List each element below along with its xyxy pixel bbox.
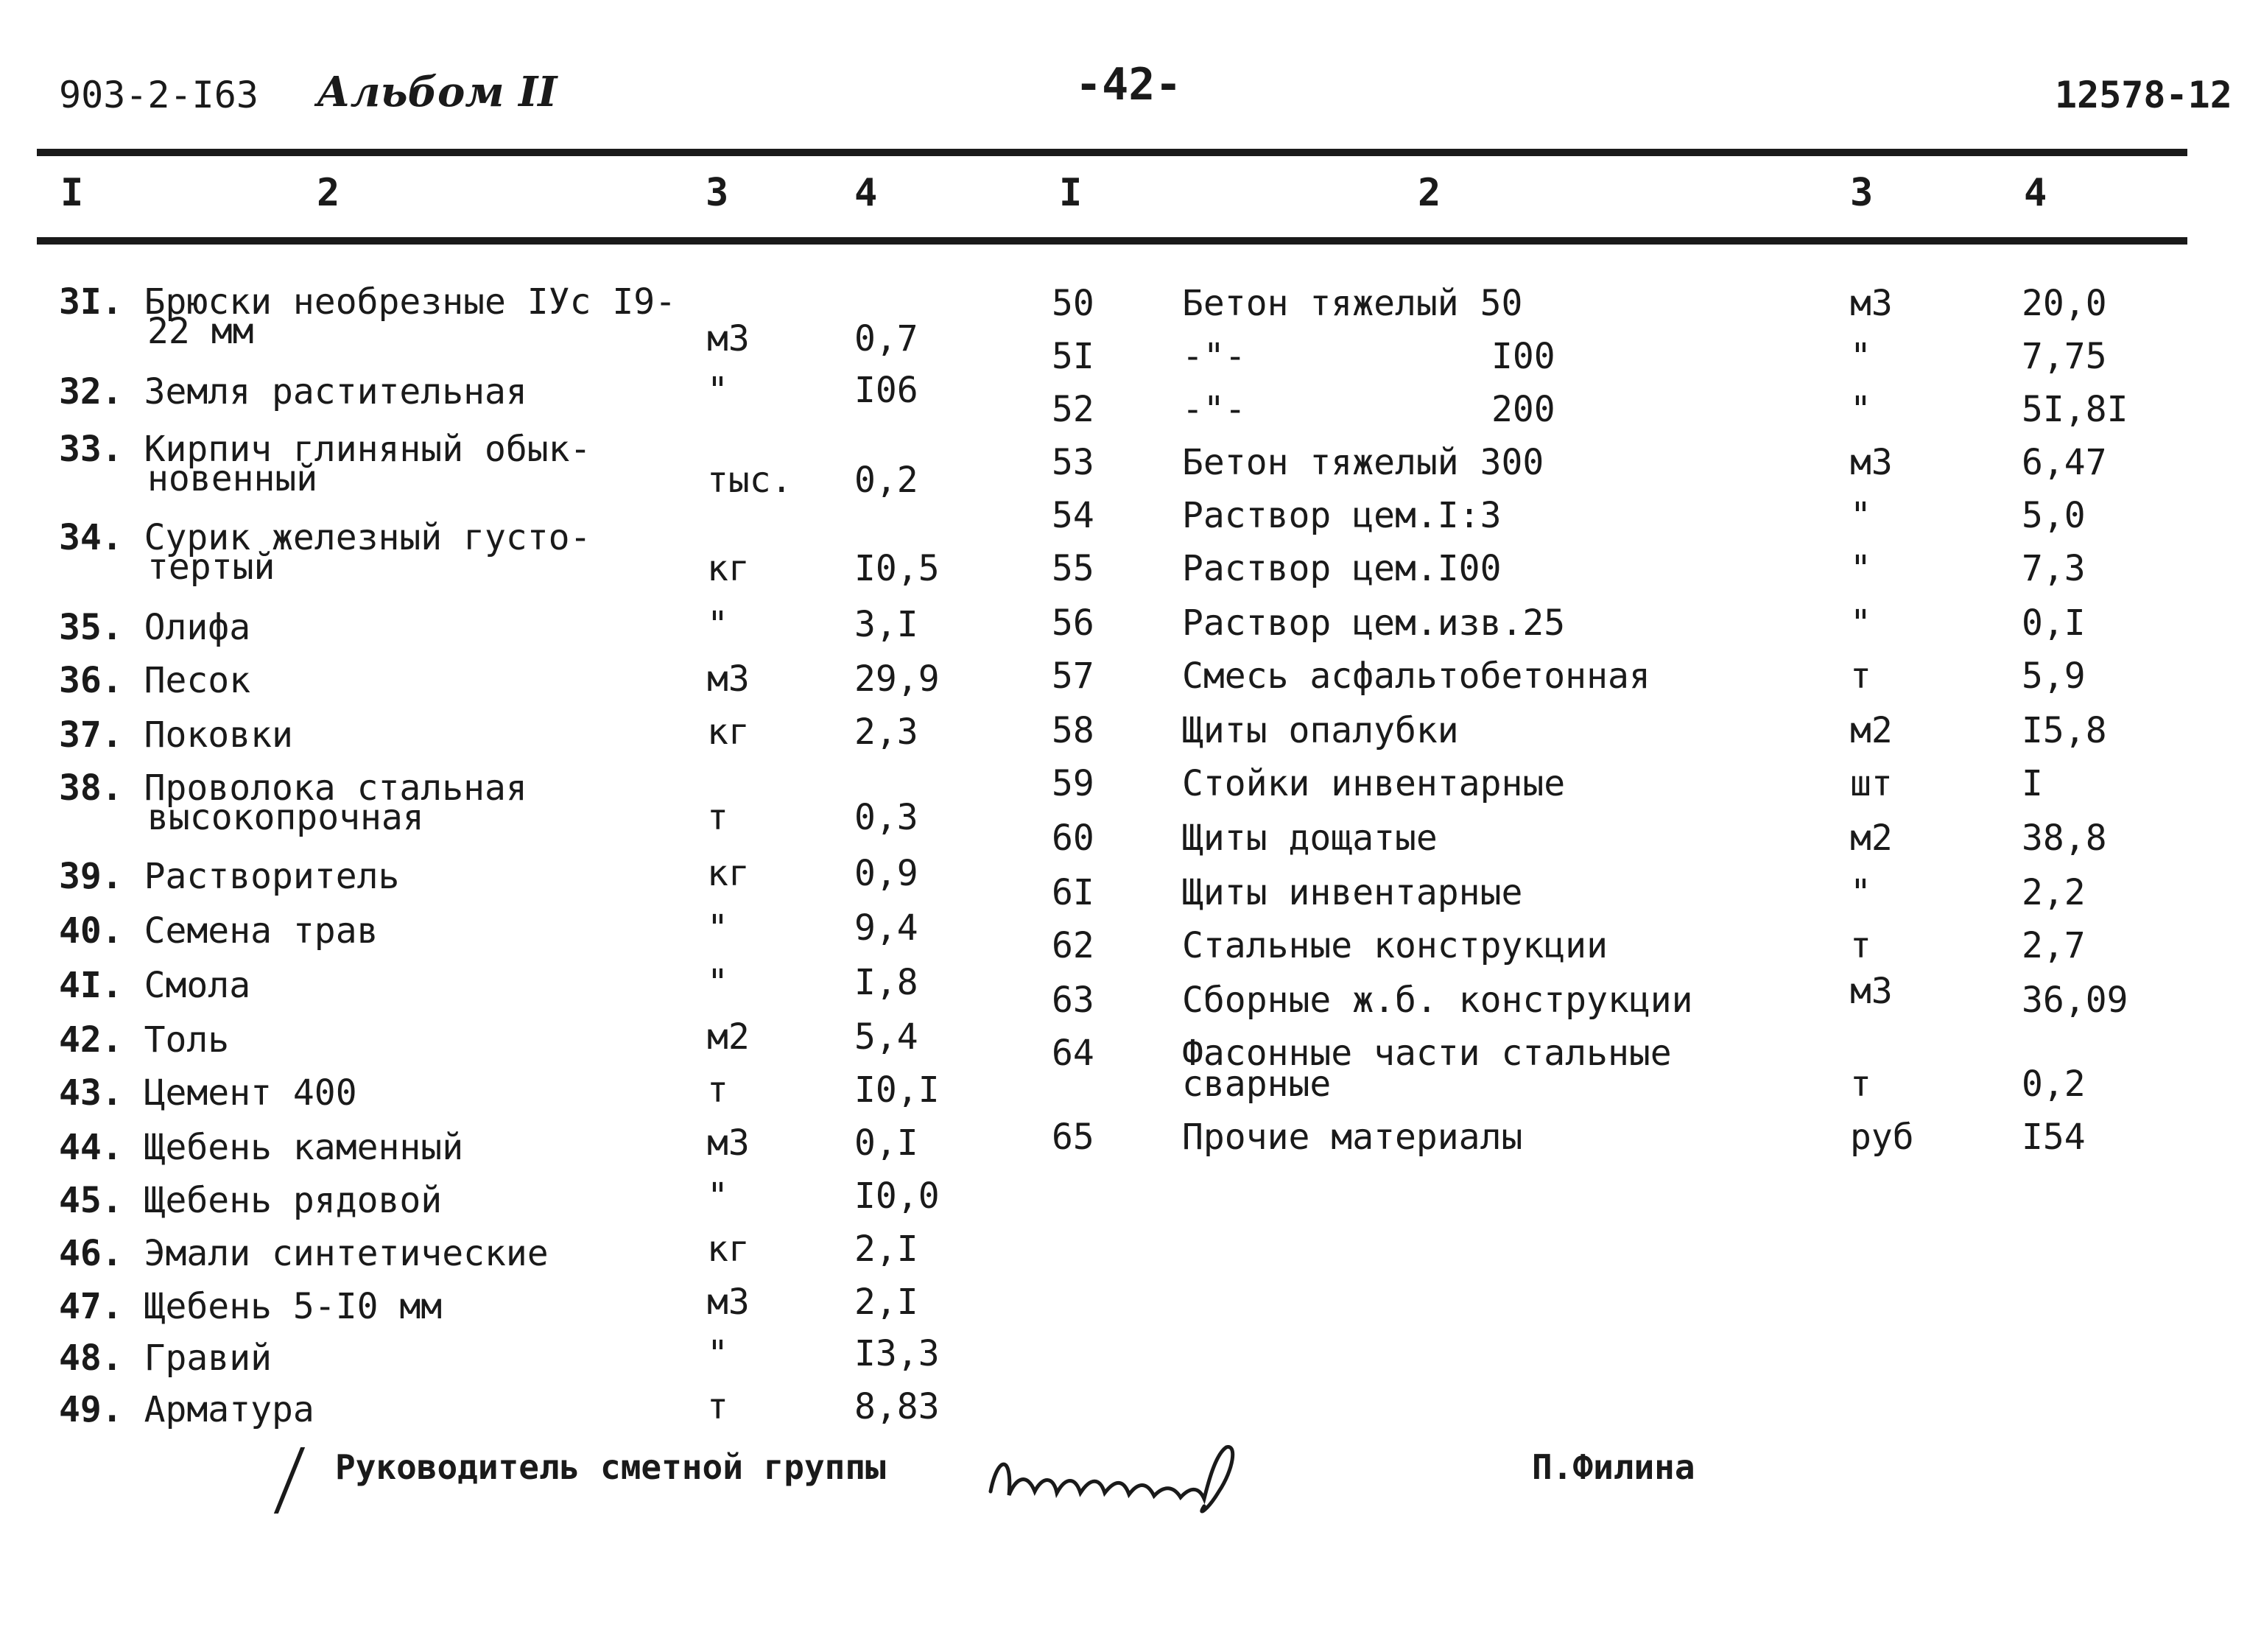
item-name: Раствор цем.I00 (1182, 548, 1502, 589)
table-row: 45. Щебень рядовой (59, 1180, 443, 1221)
col-head-left-3: 3 (706, 171, 729, 215)
row-number: 54 (1052, 495, 1094, 536)
table-row: 36. Песок (59, 660, 251, 701)
item-grade: I00 (1491, 336, 1555, 377)
unit: " (1850, 495, 1871, 536)
qty: 7,3 (2022, 548, 2086, 589)
table-row: 49. Арматура (59, 1389, 314, 1430)
qty: 2,I (854, 1229, 918, 1270)
row-number: 59 (1052, 763, 1094, 804)
row-number: 6I (1052, 872, 1094, 913)
table-row: 44. Щебень каменный (59, 1127, 464, 1168)
unit: м3 (1850, 971, 1893, 1012)
col-head-right-3: 3 (1850, 171, 1874, 215)
handwritten-signature (983, 1440, 1293, 1521)
unit: т (1850, 655, 1871, 697)
row-number: 63 (1052, 980, 1094, 1021)
qty: 3,I (854, 604, 918, 645)
unit: " (1850, 872, 1871, 913)
col-head-right-1: I (1059, 171, 1083, 215)
unit: т (707, 1069, 728, 1111)
qty: 0,3 (854, 797, 918, 838)
table-top-rule (37, 149, 2187, 156)
unit: м3 (707, 318, 750, 359)
row-number: 65 (1052, 1117, 1094, 1158)
unit: " (1850, 548, 1871, 589)
table-row: 3I. Брюски необрезные IУс I9- (59, 281, 677, 323)
item-name: Раствор цем.изв.25 (1182, 602, 1566, 644)
unit: м3 (707, 658, 750, 700)
row-number: 55 (1052, 548, 1094, 589)
unit: т (1850, 925, 1871, 966)
table-row: 34. Сурик железный густо- (59, 517, 591, 558)
unit: м3 (707, 1122, 750, 1164)
table-row: 38. Проволока стальная (59, 767, 527, 809)
qty: 29,9 (854, 658, 940, 700)
unit: м3 (1850, 283, 1893, 324)
row-number: 62 (1052, 925, 1094, 966)
qty: 7,75 (2022, 336, 2107, 377)
unit: м2 (1850, 818, 1893, 859)
qty: 2,7 (2022, 925, 2086, 966)
qty: 20,0 (2022, 283, 2107, 324)
unit: кг (707, 1229, 750, 1270)
table-row: 32. Земля растительная (59, 371, 527, 412)
item-name: Сборные ж.б. конструкции (1182, 980, 1693, 1021)
qty: 0,2 (854, 460, 918, 501)
unit: " (707, 907, 728, 949)
qty: I5,8 (2022, 710, 2107, 751)
col-head-left-1: I (60, 171, 84, 215)
item-name: Щиты опалубки (1182, 710, 1459, 751)
row-number: 58 (1052, 710, 1094, 751)
table-header-rule (37, 237, 2187, 245)
unit: " (1850, 389, 1871, 430)
qty: I0,I (854, 1069, 940, 1111)
table-row: 35. Олифа (59, 607, 251, 648)
table-row: 47. Щебень 5-I0 мм (59, 1286, 443, 1327)
item-name: Смесь асфальтобетонная (1182, 655, 1650, 697)
table-row-cont: высокопрочная (147, 797, 424, 838)
table-row: 46. Эмали синтетические (59, 1233, 549, 1274)
qty: 2,2 (2022, 872, 2086, 913)
qty: 0,9 (854, 853, 918, 894)
unit: " (1850, 602, 1871, 644)
qty: 9,4 (854, 907, 918, 949)
qty: 36,09 (2022, 980, 2128, 1021)
row-number: 60 (1052, 818, 1094, 859)
row-number: 53 (1052, 442, 1094, 483)
signature-slash-mark (274, 1447, 305, 1514)
table-row: 4I. Смола (59, 965, 251, 1006)
page-number: -42- (1075, 59, 1182, 110)
item-name: Стальные конструкции (1182, 925, 1608, 966)
table-row: 39. Растворитель (59, 856, 400, 897)
table-row: 33. Кирпич глиняный обык- (59, 429, 591, 470)
unit: т (707, 797, 728, 838)
unit: " (707, 962, 728, 1003)
item-name: -"- (1182, 389, 1246, 430)
unit: шт (1850, 763, 1893, 804)
unit: " (707, 370, 728, 411)
col-head-right-2: 2 (1418, 171, 1441, 215)
unit: руб (1850, 1117, 1914, 1158)
qty: 38,8 (2022, 818, 2107, 859)
item-name: Щиты инвентарные (1182, 872, 1523, 913)
unit: м2 (1850, 710, 1893, 751)
qty: 5,4 (854, 1016, 918, 1058)
qty: 0,7 (854, 318, 918, 359)
table-row-cont: тертый (147, 546, 275, 588)
table-row-cont: новенный (147, 458, 318, 499)
item-name: Фасонные части стальные (1182, 1033, 1672, 1074)
qty: 0,2 (2022, 1064, 2086, 1105)
qty: I,8 (854, 962, 918, 1003)
item-name: Прочие материалы (1182, 1117, 1523, 1158)
row-number: 5I (1052, 336, 1094, 377)
unit: кг (707, 853, 750, 894)
item-name: Стойки инвентарные (1182, 763, 1566, 804)
unit: м3 (1850, 442, 1893, 483)
qty: 5,0 (2022, 495, 2086, 536)
table-row: 48. Гравий (59, 1338, 272, 1379)
unit: " (707, 1175, 728, 1217)
table-row: 37. Поковки (59, 714, 293, 756)
unit: м2 (707, 1016, 750, 1058)
unit: тыс. (707, 460, 792, 501)
qty: 2,I (854, 1282, 918, 1323)
unit: " (707, 1333, 728, 1374)
table-row-cont: 22 мм (147, 311, 254, 352)
qty: 0,I (2022, 602, 2086, 644)
unit: кг (707, 548, 750, 589)
item-grade: 200 (1491, 389, 1555, 430)
qty: I54 (2022, 1117, 2086, 1158)
table-row: 43. Цемент 400 (59, 1072, 357, 1114)
qty: I06 (854, 370, 918, 411)
item-name: Бетон тяжелый 300 (1182, 442, 1544, 483)
signature-role: Руководитель сметной группы (335, 1447, 886, 1487)
qty: 5I,8I (2022, 389, 2128, 430)
item-name: -"- (1182, 336, 1246, 377)
qty: 2,3 (854, 711, 918, 753)
unit: м3 (707, 1282, 750, 1323)
qty: I (2022, 763, 2043, 804)
item-name-cont: сварные (1182, 1064, 1332, 1105)
qty: 5,9 (2022, 655, 2086, 697)
signatory-name: П.Филина (1532, 1447, 1695, 1487)
item-name: Щиты дощатые (1182, 818, 1438, 859)
qty: I0,5 (854, 548, 940, 589)
table-row: 40. Семена трав (59, 910, 379, 952)
unit: кг (707, 711, 750, 753)
row-number: 57 (1052, 655, 1094, 697)
col-head-left-2: 2 (317, 171, 340, 215)
item-name: Бетон тяжелый 50 (1182, 283, 1523, 324)
col-head-right-4: 4 (2024, 171, 2047, 215)
qty: 8,83 (854, 1386, 940, 1427)
row-number: 50 (1052, 283, 1094, 324)
row-number: 64 (1052, 1033, 1094, 1074)
qty: I0,0 (854, 1175, 940, 1217)
col-head-left-4: 4 (854, 171, 878, 215)
row-number: 52 (1052, 389, 1094, 430)
sheet-code: 12578-12 (2055, 74, 2232, 116)
qty: 6,47 (2022, 442, 2107, 483)
unit: " (1850, 336, 1871, 377)
unit: т (1850, 1064, 1871, 1105)
album-label: Альбом II (317, 68, 558, 116)
doc-code: 903-2-I63 (59, 74, 259, 116)
row-number: 56 (1052, 602, 1094, 644)
qty: 0,I (854, 1122, 918, 1164)
unit: т (707, 1386, 728, 1427)
unit: " (707, 604, 728, 645)
qty: I3,3 (854, 1333, 940, 1374)
item-name: Раствор цем.I:3 (1182, 495, 1502, 536)
table-row: 42. Толь (59, 1019, 230, 1061)
